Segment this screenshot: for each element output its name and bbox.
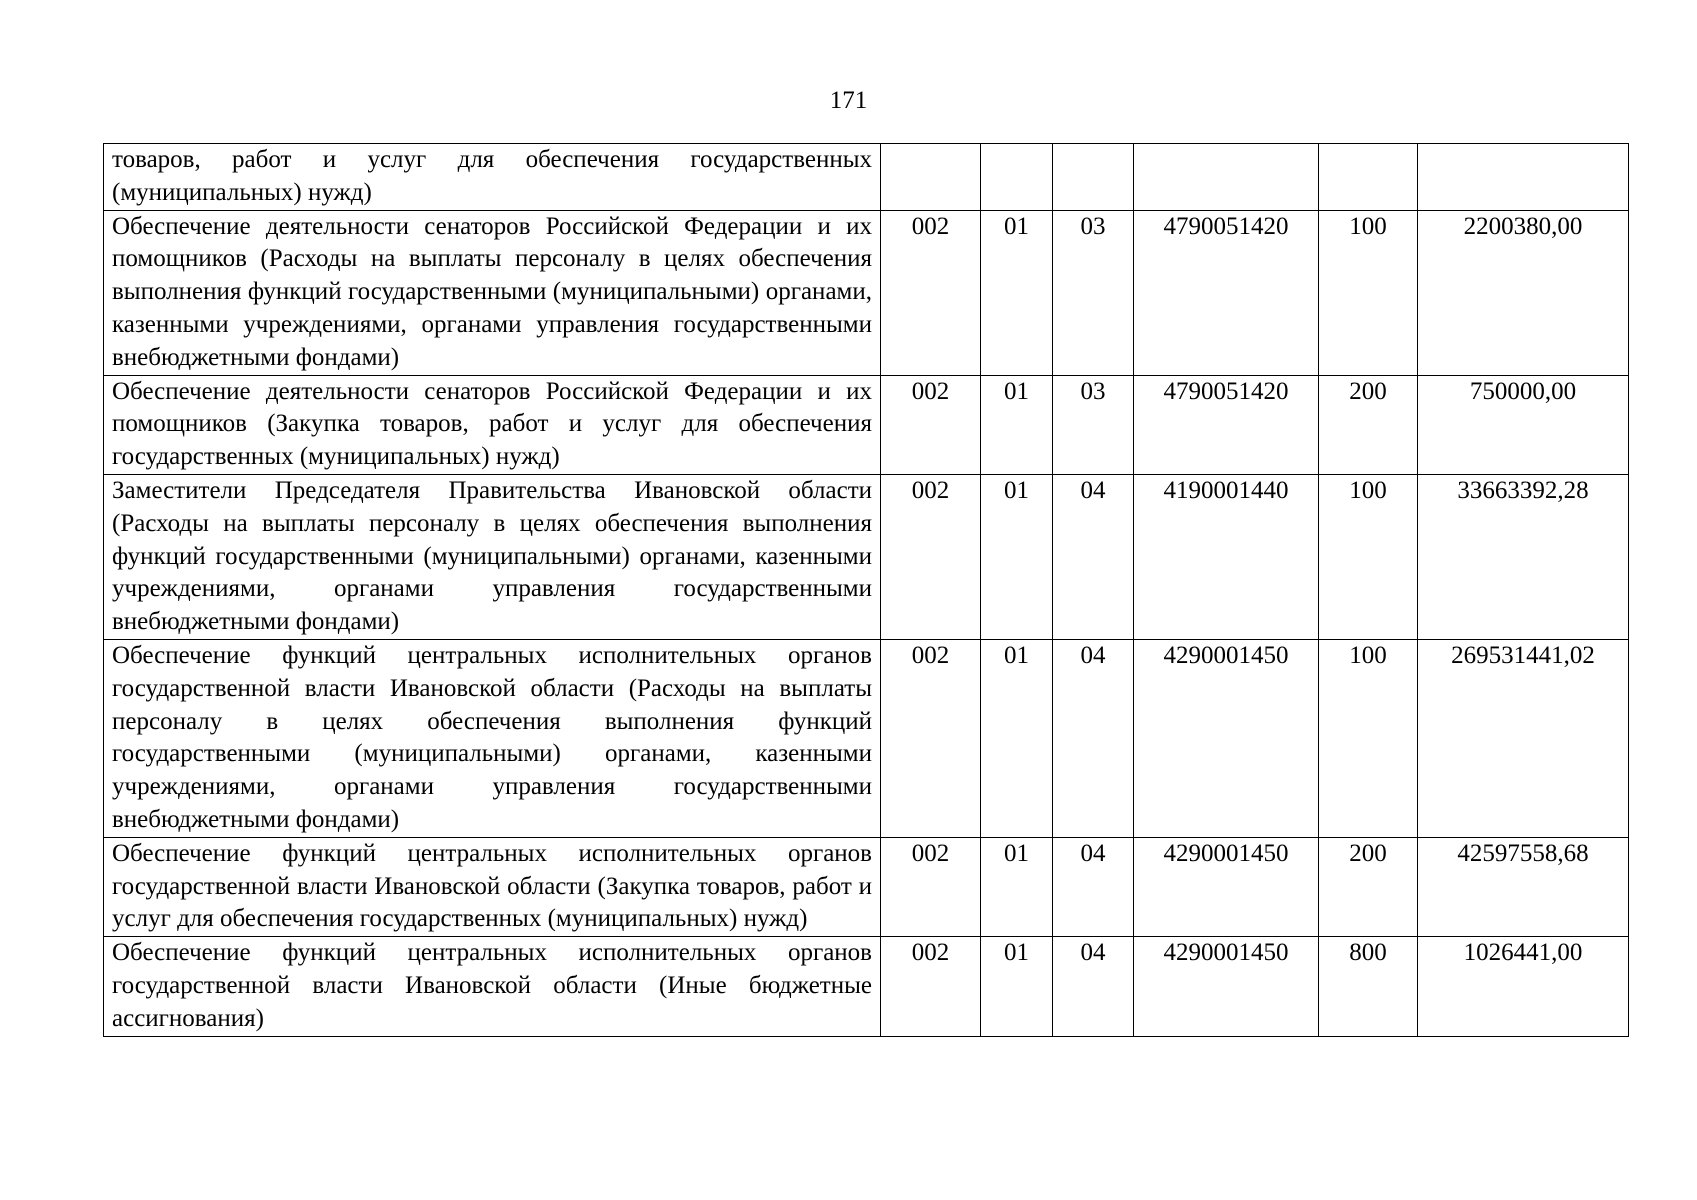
expense-type-code: 200	[1319, 837, 1418, 936]
target-article-code	[1134, 144, 1319, 211]
subsection-code: 03	[1053, 375, 1134, 474]
row-description: Обеспечение функций центральных исполнительных органов государственной власти Ивановской области (Закупка товаров, работ и услуг для обеспечения государственных (муниципальных) нужд)	[104, 837, 881, 936]
amount-value	[1418, 144, 1629, 211]
row-description: Обеспечение функций центральных исполнительных органов государственной власти Ивановской области (Расходы на выплаты персоналу в целях обеспечения выполнения функций государственными (муниципальными) органами, казенными учреждениями, органами управления государственными внебюджетными фондами)	[104, 639, 881, 837]
table-row	[104, 474, 1629, 639]
target-article-code: 4290001450	[1134, 639, 1319, 837]
section-code: 01	[981, 937, 1053, 1036]
amount-value: 42597558,68	[1418, 837, 1629, 936]
page-number: 171	[829, 87, 868, 114]
expense-type-code: 100	[1319, 639, 1418, 837]
amount-value: 750000,00	[1418, 375, 1629, 474]
amount-value: 1026441,00	[1418, 937, 1629, 1036]
ministry-code: 002	[881, 474, 981, 639]
table-row	[104, 210, 1629, 375]
target-article-code: 4190001440	[1134, 474, 1319, 639]
table-row	[104, 639, 1629, 837]
amount-value: 269531441,02	[1418, 639, 1629, 837]
ministry-code	[881, 144, 981, 211]
row-description: товаров, работ и услуг для обеспечения государственных (муниципальных) нужд)	[104, 144, 881, 211]
ministry-code: 002	[881, 937, 981, 1036]
target-article-code: 4790051420	[1134, 210, 1319, 375]
section-code: 01	[981, 375, 1053, 474]
section-code: 01	[981, 210, 1053, 375]
row-description: Заместители Председателя Правительства Ивановской области (Расходы на выплаты персоналу в целях обеспечения выполнения функций государственными (муниципальными) органами, казенными учреждениями, органами управления государственными внебюджетными фондами)	[104, 474, 881, 639]
subsection-code	[1053, 144, 1134, 211]
subsection-code: 04	[1053, 937, 1134, 1036]
row-description: Обеспечение функций центральных исполнительных органов государственной власти Ивановской области (Иные бюджетные ассигнования)	[104, 937, 881, 1036]
ministry-code: 002	[881, 375, 981, 474]
section-code: 01	[981, 474, 1053, 639]
expense-type-code: 100	[1319, 210, 1418, 375]
section-code: 01	[981, 639, 1053, 837]
ministry-code: 002	[881, 210, 981, 375]
table-row	[104, 375, 1629, 474]
amount-value: 33663392,28	[1418, 474, 1629, 639]
expense-type-code: 200	[1319, 375, 1418, 474]
ministry-code: 002	[881, 639, 981, 837]
budget-table	[103, 143, 1629, 1037]
table-row	[104, 937, 1629, 1036]
expense-type-code: 100	[1319, 474, 1418, 639]
subsection-code: 04	[1053, 837, 1134, 936]
subsection-code: 03	[1053, 210, 1134, 375]
expense-type-code: 800	[1319, 937, 1418, 1036]
section-code: 01	[981, 837, 1053, 936]
target-article-code: 4790051420	[1134, 375, 1319, 474]
expense-type-code	[1319, 144, 1418, 211]
target-article-code: 4290001450	[1134, 837, 1319, 936]
row-description: Обеспечение деятельности сенаторов Российской Федерации и их помощников (Расходы на выплаты персоналу в целях обеспечения выполнения функций государственными (муниципальными) органами, казенными учреждениями, органами управления государственными внебюджетными фондами)	[104, 210, 881, 375]
row-description: Обеспечение деятельности сенаторов Российской Федерации и их помощников (Закупка товаров, работ и услуг для обеспечения государственных (муниципальных) нужд)	[104, 375, 881, 474]
amount-value: 2200380,00	[1418, 210, 1629, 375]
section-code	[981, 144, 1053, 211]
table-row	[104, 837, 1629, 936]
ministry-code: 002	[881, 837, 981, 936]
subsection-code: 04	[1053, 639, 1134, 837]
table-row	[104, 144, 1629, 211]
subsection-code: 04	[1053, 474, 1134, 639]
target-article-code: 4290001450	[1134, 937, 1319, 1036]
